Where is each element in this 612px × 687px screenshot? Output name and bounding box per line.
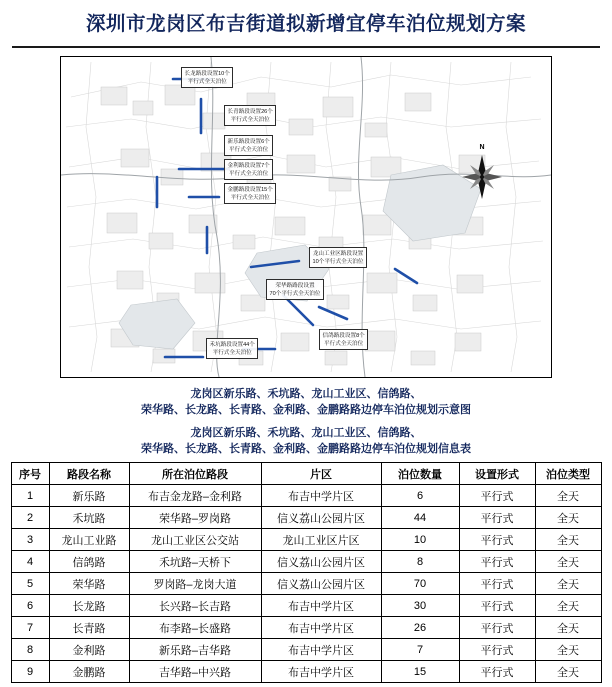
table-cell: 全天: [535, 507, 601, 529]
table-row: [11, 661, 601, 683]
table-caption-line: 荣华路、长龙路、长青路、金利路、金鹏路路边停车泊位规划信息表: [141, 443, 471, 455]
map-callout-line: 金鹏路段设置15个: [227, 186, 273, 193]
map-callout-line: 龙山工业区路段设置: [312, 250, 364, 257]
map-callout: [224, 105, 276, 126]
table-header-cell: 泊位数量: [381, 463, 459, 485]
table-cell: 全天: [535, 617, 601, 639]
table-caption: [0, 425, 612, 457]
compass-north-label: N: [479, 144, 485, 151]
table-row: [11, 573, 601, 595]
table-cell: 44: [381, 507, 459, 529]
table-row: [11, 639, 601, 661]
table-cell: 全天: [535, 529, 601, 551]
table-cell: 布李路–长盛路: [129, 617, 261, 639]
table-cell: 罗岗路–龙岗大道: [129, 573, 261, 595]
map-callout-line: 平行式全天泊位: [212, 349, 252, 356]
table-cell: 4: [11, 551, 49, 573]
table-cell: 龙山工业区片区: [261, 529, 381, 551]
table-cell: 平行式: [459, 661, 535, 683]
table-row: [11, 485, 601, 507]
table-cell: 全天: [535, 661, 601, 683]
map-callout-line: 金利路段设置7个: [227, 162, 270, 169]
table-cell: 禾坑路–天桥下: [129, 551, 261, 573]
map-callout: [224, 159, 273, 180]
table-cell: 平行式: [459, 595, 535, 617]
map-callout-line: 荣华路路段设置: [275, 282, 315, 289]
table-cell: 7: [381, 639, 459, 661]
table-cell: 6: [11, 595, 49, 617]
table-cell: 全天: [535, 639, 601, 661]
table-header-row: [11, 463, 601, 485]
map-callout: [309, 247, 367, 268]
table-cell: 禾坑路: [49, 507, 129, 529]
table-cell: 布吉中学片区: [261, 661, 381, 683]
map-callout-line: 平行式全天泊位: [230, 116, 270, 123]
table-cell: 全天: [535, 595, 601, 617]
table-cell: 8: [381, 551, 459, 573]
table-cell: 6: [381, 485, 459, 507]
table-cell: 布吉中学片区: [261, 485, 381, 507]
map-caption-line: 龙岗区新乐路、禾坑路、龙山工业区、信鸽路、: [190, 388, 422, 400]
table-cell: 布吉中学片区: [261, 617, 381, 639]
table-cell: 信义荔山公园片区: [261, 573, 381, 595]
table-cell: 信鸽路: [49, 551, 129, 573]
map-callout-line: 信鸽路段设置8个: [322, 332, 365, 339]
table-cell: 平行式: [459, 551, 535, 573]
map-callout: [224, 183, 276, 204]
table-cell: 龙山工业路: [49, 529, 129, 551]
table-row: [11, 507, 601, 529]
table-cell: 全天: [535, 485, 601, 507]
table-cell: 平行式: [459, 573, 535, 595]
map-callout-line: 平行式全天泊位: [229, 170, 269, 177]
table-cell: 布吉金龙路–金利路: [129, 485, 261, 507]
map-callout-line: 平行式全天泊位: [324, 340, 364, 347]
table-header-cell: 路段名称: [49, 463, 129, 485]
table-cell: 信义荔山公园片区: [261, 507, 381, 529]
table-cell: 平行式: [459, 529, 535, 551]
map-callout-line: 平行式全天泊位: [229, 146, 269, 153]
table-cell: 长兴路–长吉路: [129, 595, 261, 617]
table-cell: 全天: [535, 573, 601, 595]
table-row: [11, 595, 601, 617]
table-header-cell: 设置形式: [459, 463, 535, 485]
table-cell: 8: [11, 639, 49, 661]
table-cell: 15: [381, 661, 459, 683]
table-cell: 信义荔山公园片区: [261, 551, 381, 573]
table-row: [11, 551, 601, 573]
map-callout-line: 平行式全天泊位: [230, 194, 270, 201]
table-header-cell: 片区: [261, 463, 381, 485]
map-callout-line: 长龙路段设置10个: [184, 70, 230, 77]
map-callout: [181, 67, 233, 88]
table-cell: 新乐路–吉华路: [129, 639, 261, 661]
map-callout-line: 禾坑路段设置44个: [209, 341, 255, 348]
title-divider: [12, 46, 600, 48]
table-cell: 3: [11, 529, 49, 551]
table-cell: 长青路: [49, 617, 129, 639]
map-callout: [319, 329, 368, 350]
table-cell: 荣华路: [49, 573, 129, 595]
table-cell: 荣华路–罗岗路: [129, 507, 261, 529]
map-caption: [0, 386, 612, 418]
table-cell: 平行式: [459, 485, 535, 507]
table-cell: 新乐路: [49, 485, 129, 507]
table-cell: 龙山工业区公交站: [129, 529, 261, 551]
table-cell: 金利路: [49, 639, 129, 661]
map-figure: [60, 56, 552, 378]
map-callout: [206, 338, 258, 359]
map-callout-line: 10个平行式全天泊位: [312, 258, 364, 265]
table-header-cell: 泊位类型: [535, 463, 601, 485]
table-header-cell: 序号: [11, 463, 49, 485]
table-cell: 2: [11, 507, 49, 529]
table-cell: 10: [381, 529, 459, 551]
table-cell: 30: [381, 595, 459, 617]
table-cell: 70: [381, 573, 459, 595]
table-header-cell: 所在泊位路段: [129, 463, 261, 485]
table-cell: 5: [11, 573, 49, 595]
table-cell: 1: [11, 485, 49, 507]
map-callout-line: 长青路段设置26个: [227, 108, 273, 115]
table-cell: 金鹏路: [49, 661, 129, 683]
table-cell: 7: [11, 617, 49, 639]
map-basemap: [61, 57, 551, 377]
map-callout-line: 平行式全天泊位: [187, 78, 227, 85]
table-cell: 布吉中学片区: [261, 639, 381, 661]
table-row: [11, 617, 601, 639]
page-title-bar: [0, 0, 612, 40]
map-callout: [224, 135, 273, 156]
table-cell: 布吉中学片区: [261, 595, 381, 617]
map-callout-line: 70个平行式全天泊位: [269, 290, 321, 297]
table-cell: 长龙路: [49, 595, 129, 617]
compass-rose: [459, 143, 505, 205]
map-callout-line: 新乐路段设置6个: [227, 138, 270, 145]
table-caption-line: 龙岗区新乐路、禾坑路、龙山工业区、信鸽路、: [190, 427, 422, 439]
map-caption-line: 荣华路、长龙路、长青路、金利路、金鹏路路边停车泊位规划示意图: [141, 404, 471, 416]
table-cell: 9: [11, 661, 49, 683]
table-cell: 全天: [535, 551, 601, 573]
table-cell: 平行式: [459, 507, 535, 529]
table-row: [11, 529, 601, 551]
map-callout: [266, 279, 324, 300]
table-cell: 吉华路–中兴路: [129, 661, 261, 683]
table-cell: 平行式: [459, 617, 535, 639]
table-cell: 26: [381, 617, 459, 639]
table-cell: 平行式: [459, 639, 535, 661]
page-title: 深圳市龙岗区布吉街道拟新增宜停车泊位规划方案: [85, 13, 526, 35]
parking-info-table: [11, 462, 602, 683]
